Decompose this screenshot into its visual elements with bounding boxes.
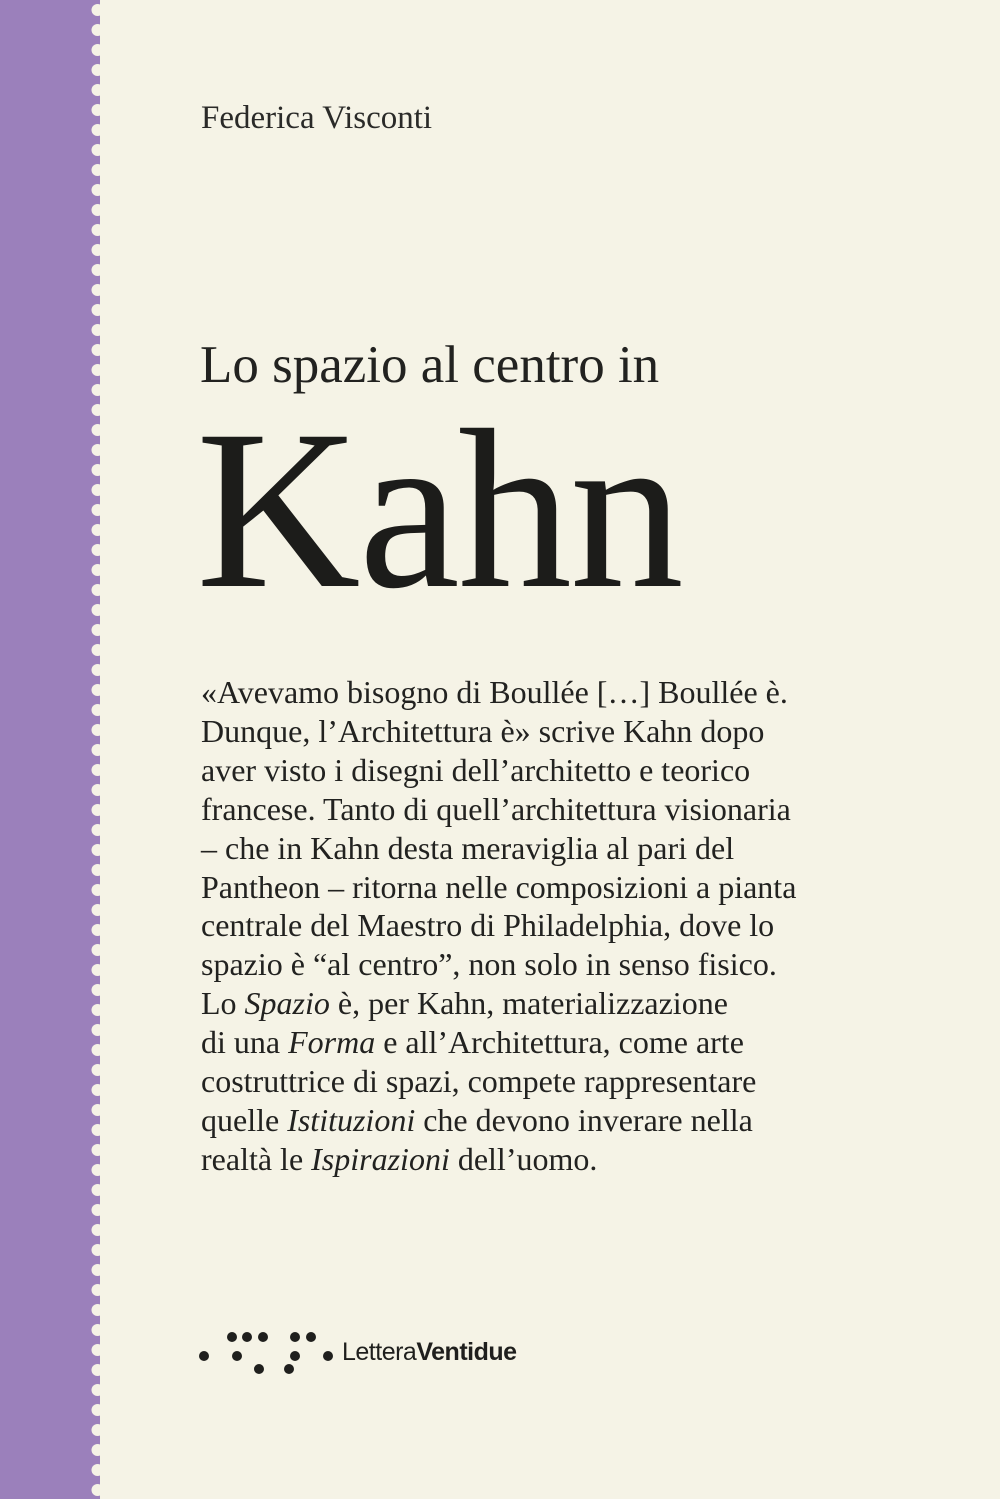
book-subtitle: Lo spazio al centro in <box>200 336 660 394</box>
blurb-text: «Avevamo bisogno di Boullée […] Boullée è. <box>201 674 788 710</box>
book-title: Kahn <box>196 384 682 636</box>
blurb-text: di una <box>201 1024 289 1061</box>
blurb-text: spazio è “al centro”, non solo in senso fisico. <box>201 946 777 983</box>
publisher-logo <box>196 1326 556 1376</box>
blurb-line <box>201 673 881 712</box>
blurb-text: quelle <box>201 1101 288 1138</box>
blurb-line <box>201 712 881 751</box>
blurb-line <box>201 829 881 868</box>
perforated-accent-strip <box>0 0 100 1499</box>
blurb-italic-term: Istituzioni <box>287 1101 416 1138</box>
blurb-text: è, per Kahn, materializzazione <box>329 985 728 1022</box>
blurb-text: dell’uomo. <box>449 1140 598 1177</box>
publisher-name <box>342 1338 517 1367</box>
blurb-text: Lo <box>201 985 245 1022</box>
blurb-line <box>201 751 881 790</box>
blurb-line <box>201 984 881 1023</box>
blurb-line <box>201 868 881 907</box>
author-name: Federica Visconti <box>201 100 433 136</box>
blurb-italic-term: Forma <box>288 1024 376 1061</box>
blurb-text: – che in Kahn desta meraviglia al pari del <box>201 829 735 866</box>
blurb-text: centrale del Maestro di Philadelphia, dove lo <box>201 907 775 944</box>
blurb-line <box>201 945 881 984</box>
publisher-name-light: Lettera <box>342 1338 417 1366</box>
publisher-name-bold: Ventidue <box>416 1338 517 1366</box>
blurb-text: Pantheon – ritorna nelle composizioni a pianta <box>201 868 797 905</box>
blurb-italic-term: Ispirazioni <box>311 1140 450 1177</box>
blurb-line <box>201 1062 881 1101</box>
blurb-line <box>201 1023 881 1062</box>
blurb-line <box>201 1101 881 1140</box>
blurb-text: francese. Tanto di quell’architettura visionaria <box>201 790 791 827</box>
blurb-text: Dunque, l’Architettura è» scrive Kahn dopo <box>201 712 765 749</box>
back-blurb <box>201 673 881 1179</box>
blurb-text: e all’Architettura, come arte <box>375 1024 744 1061</box>
blurb-line <box>201 1140 881 1179</box>
blurb-text: che devono inverare nella <box>415 1101 753 1138</box>
blurb-line <box>201 906 881 945</box>
blurb-italic-term: Spazio <box>244 985 330 1022</box>
blurb-text: costruttrice di spazi, compete rappresentare <box>201 1063 757 1100</box>
blurb-line <box>201 790 881 829</box>
blurb-text: aver visto i disegni dell’architetto e teorico <box>201 751 751 788</box>
publisher-dots-icon <box>196 1326 336 1376</box>
blurb-text: realtà le <box>201 1140 312 1177</box>
